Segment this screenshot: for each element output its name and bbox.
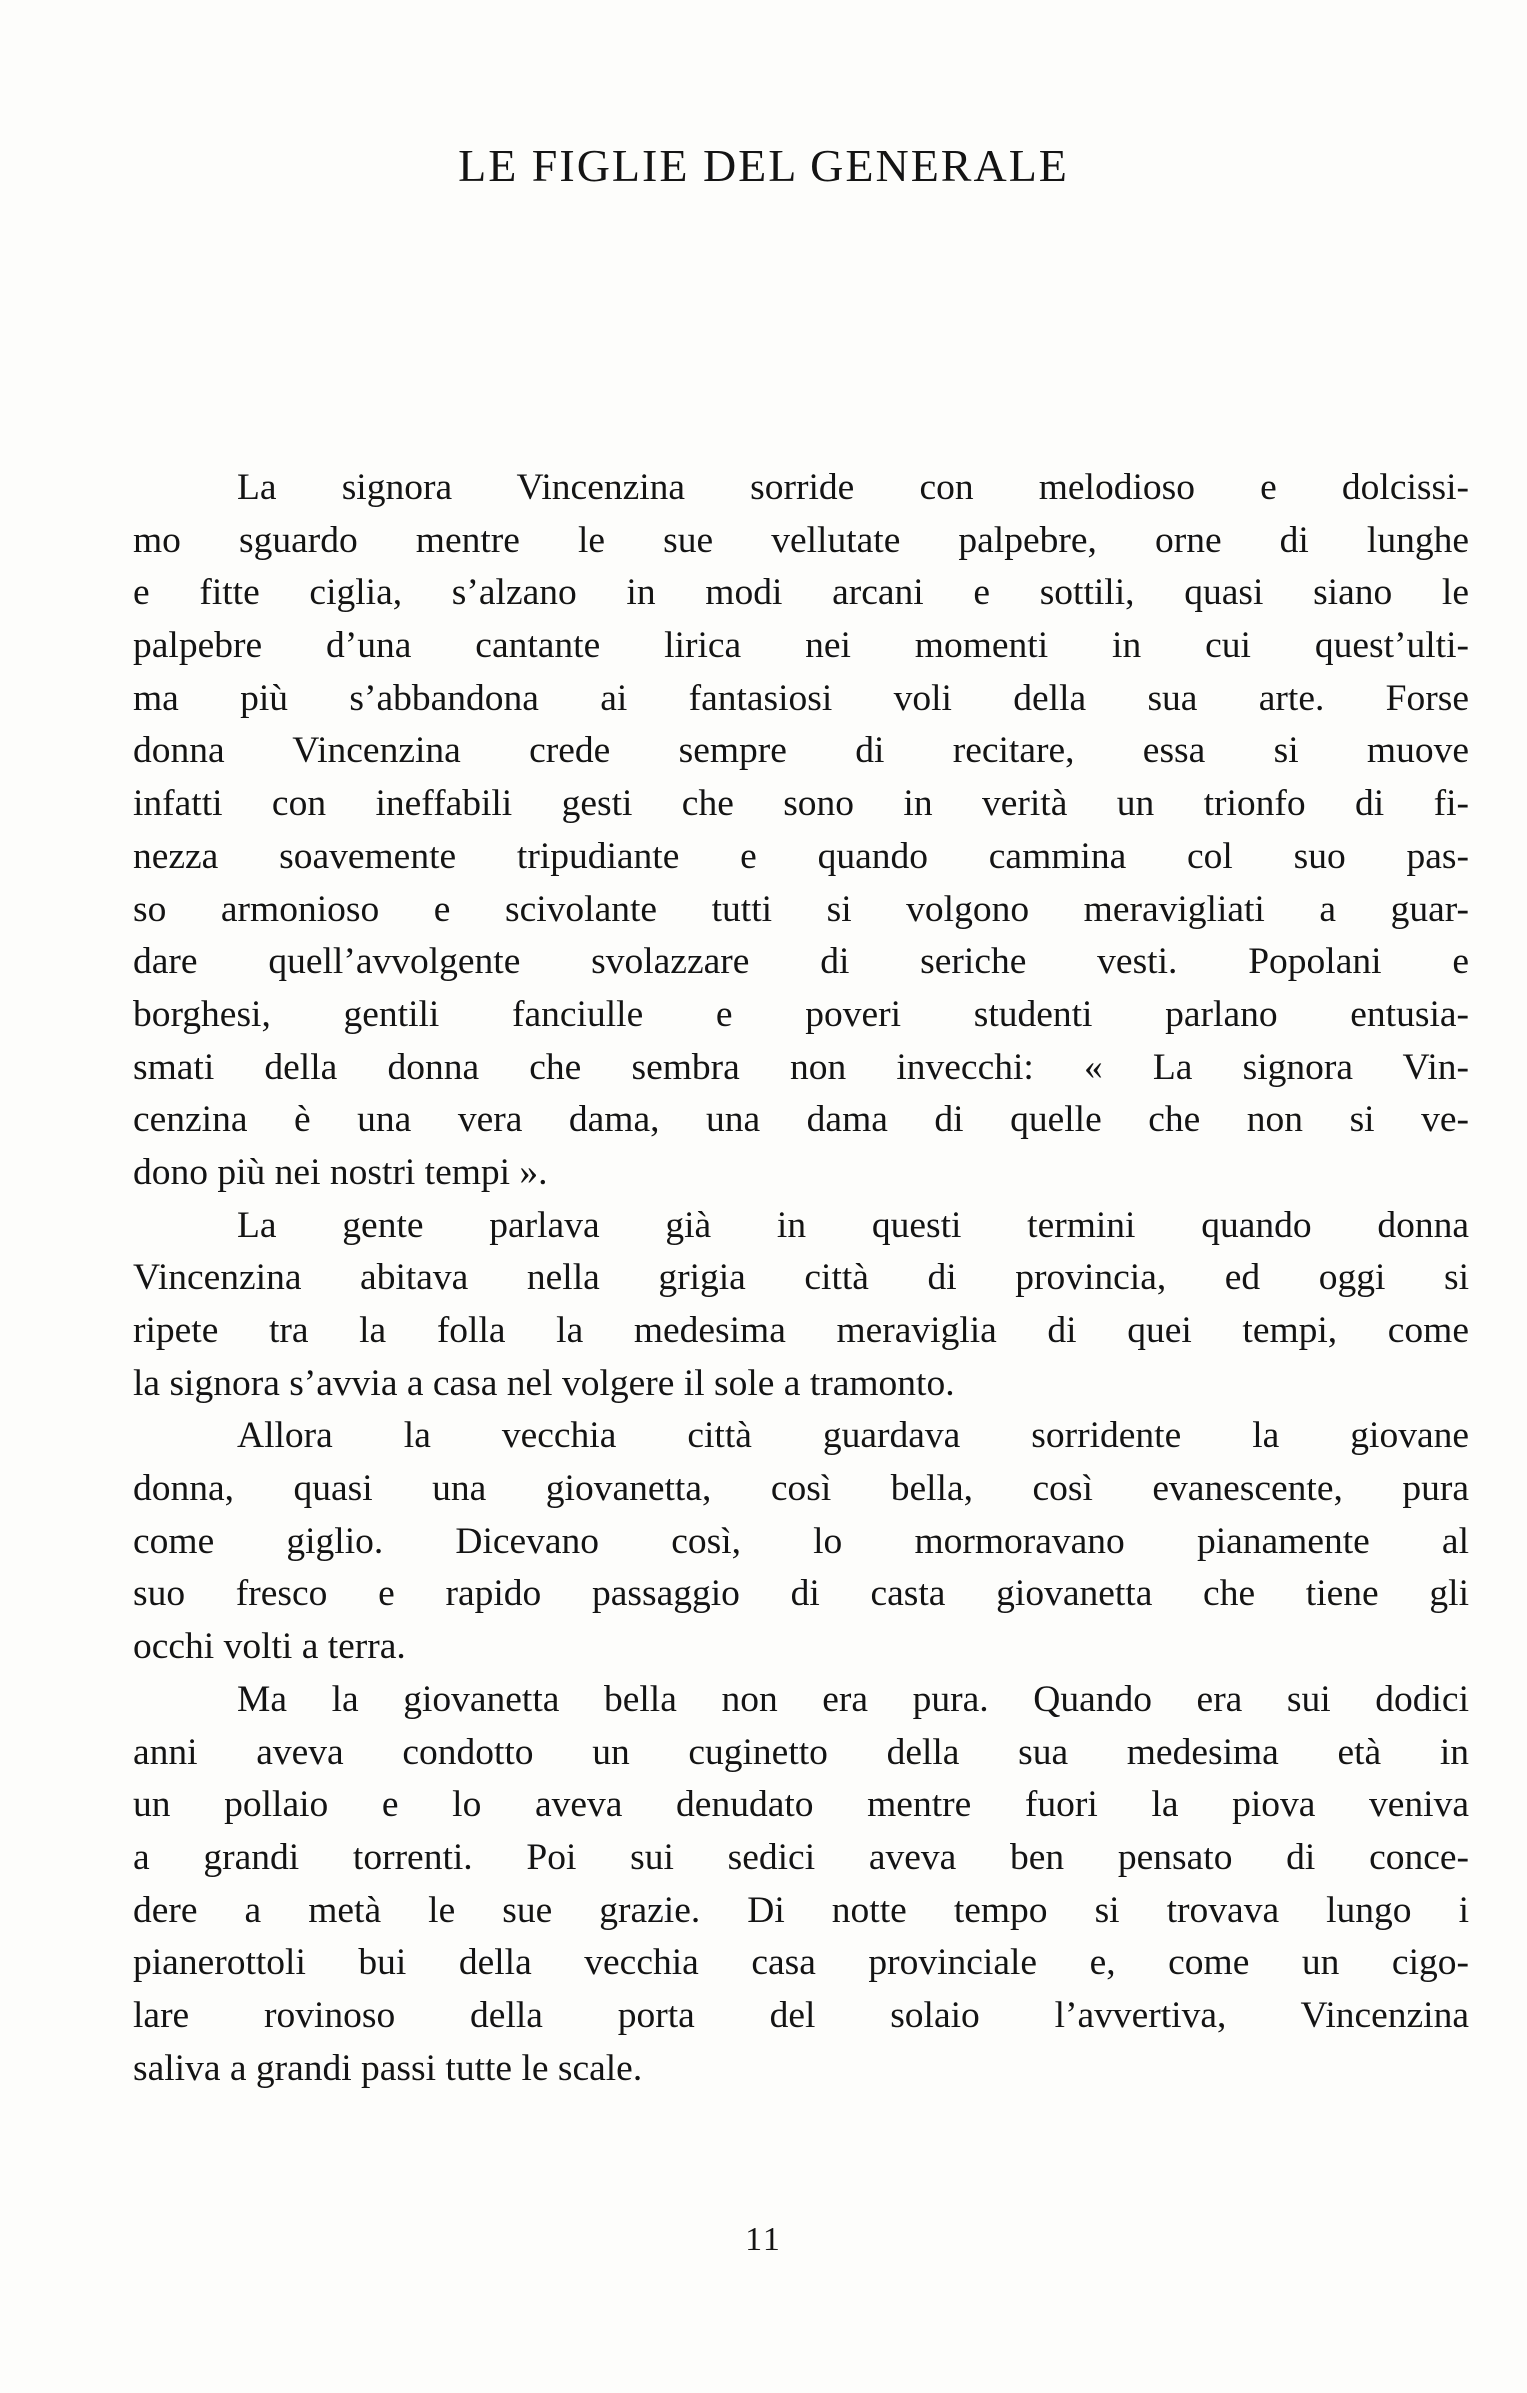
text-line: palpebre d’una cantante lirica nei momenti in cui quest’ulti- (133, 625, 1469, 667)
text-line: ripete tra la folla la medesima meraviglia di quei tempi, come (133, 1310, 1469, 1351)
text-line: lare rovinoso della porta del solaio l’avvertiva, Vincenzina (133, 1994, 1469, 2036)
text-line: donna Vincenzina crede sempre di recitare, essa si muove (133, 730, 1469, 772)
chapter-title: LE FIGLIE DEL GENERALE (458, 140, 1069, 191)
text-line: suo fresco e rapido passaggio di casta giovanetta che tiene gli (133, 1573, 1469, 1615)
text-line: anni aveva condotto un cuginetto della sua medesima età in (133, 1731, 1469, 1773)
text-line: a grandi torrenti. Poi sui sedici aveva ben pensato di conce- (133, 1836, 1469, 1878)
text-line: mo sguardo mentre le sue vellutate palpebre, orne di lunghe (133, 519, 1469, 561)
text-line: nezza soavemente tripudiante e quando cammina col suo pas- (133, 835, 1469, 877)
text-line: pianerottoli bui della vecchia casa provinciale e, come un cigo- (133, 1942, 1469, 1984)
text-line: dare quell’avvolgente svolazzare di seriche vesti. Popolani e (133, 941, 1469, 983)
text-line: dere a metà le sue grazie. Di notte tempo si trovava lungo i (133, 1889, 1469, 1931)
text-line: donna, quasi una giovanetta, così bella, così evanescente, pura (133, 1468, 1469, 1510)
text-line: dono più nei nostri tempi ». (133, 1151, 548, 1193)
text-line: smati della donna che sembra non invecchi: « La signora Vin- (133, 1046, 1469, 1088)
text-line: infatti con ineffabili gesti che sono in verità un trionfo di fi- (133, 783, 1469, 825)
text-line: cenzina è una vera dama, una dama di quelle che non si ve- (133, 1099, 1469, 1141)
text-line: e fitte ciglia, s’alzano in modi arcani e sottili, quasi siano le (133, 572, 1469, 614)
text-line: Ma la giovanetta bella non era pura. Quando era sui dodici (237, 1678, 1469, 1720)
text-line: La signora Vincenzina sorride con melodioso e dolcissi- (237, 467, 1469, 508)
page-number: 11 (745, 2221, 782, 2258)
text-line: Allora la vecchia città guardava sorridente la giovane (237, 1415, 1469, 1457)
text-line: saliva a grandi passi tutte le scale. (133, 2047, 643, 2089)
text-line: occhi volti a terra. (133, 1626, 406, 1668)
text-line: La gente parlava già in questi termini quando donna (237, 1204, 1469, 1246)
text-line: un pollaio e lo aveva denudato mentre fuori la piova veniva (133, 1784, 1469, 1826)
body-text (133, 462, 1469, 2095)
text-line: borghesi, gentili fanciulle e poveri studenti parlano entusia- (133, 993, 1469, 1035)
text-line: ma più s’abbandona ai fantasiosi voli della sua arte. Forse (133, 677, 1469, 719)
text-line: so armonioso e scivolante tutti si volgono meravigliati a guar- (133, 888, 1469, 930)
text-line: come giglio. Dicevano così, lo mormoravano pianamente al (133, 1520, 1469, 1562)
text-line: Vincenzina abitava nella grigia città di provincia, ed oggi si (133, 1257, 1469, 1299)
text-line: la signora s’avvia a casa nel volgere il sole a tramonto. (133, 1362, 955, 1404)
